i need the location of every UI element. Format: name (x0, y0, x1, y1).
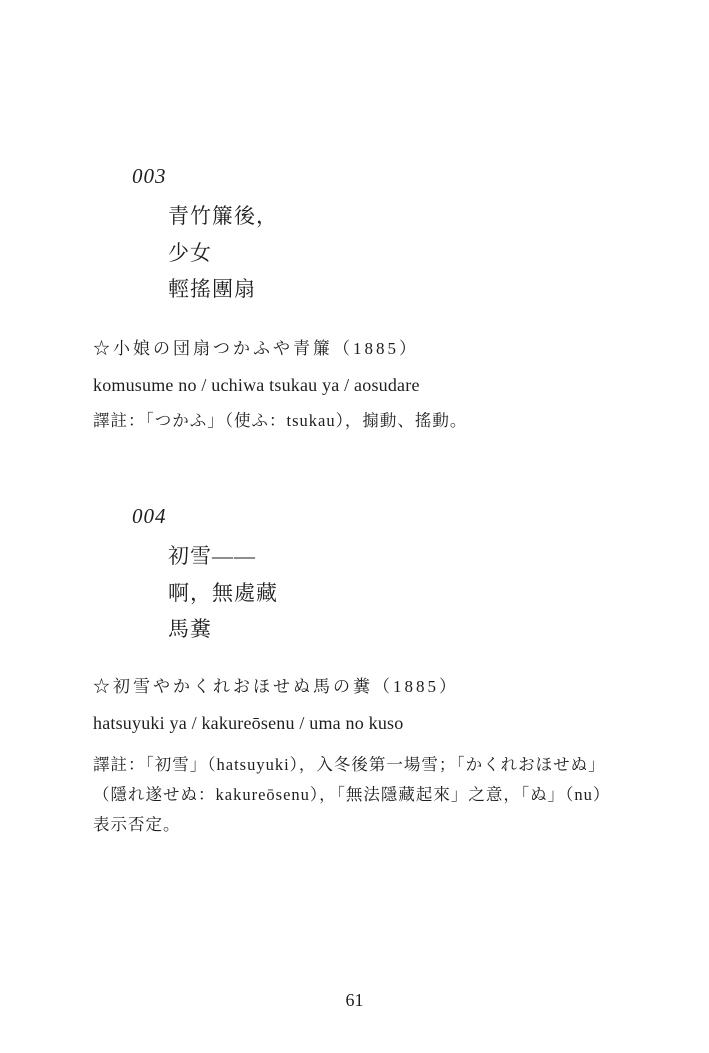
haiku-romaji: hatsuyuki ya / kakureōsenu / uma no kuso (93, 712, 404, 733)
page-number: 61 (345, 990, 364, 1010)
haiku-original-japanese: ☆小娘の団扇つかふや青簾（1885） (93, 338, 419, 358)
haiku-entry-004 (93, 503, 673, 840)
haiku-original-japanese: ☆初雪やかくれおほせぬ馬の糞（1885） (93, 676, 459, 696)
poem-line: 少女 (168, 240, 212, 265)
poem-line: 輕搖團扇 (168, 277, 256, 301)
poem-translation (168, 538, 673, 648)
poem-line: 啊，無處藏 (168, 580, 278, 605)
poem-translation (168, 198, 673, 308)
translator-note (93, 750, 673, 840)
note-line: （隱れ遂せぬ：kakureōsenu），「無法隱藏起來」之意，「ぬ」（nu） (93, 784, 611, 804)
poem-line: 馬糞 (168, 617, 212, 641)
entry-number: 004 (132, 504, 167, 528)
haiku-romaji: komusume no / uchiwa tsukau ya / aosudare (93, 374, 420, 395)
entry-number: 003 (132, 164, 167, 188)
translator-note (93, 406, 673, 436)
note-line: 表示否定。 (93, 814, 181, 834)
poem-line: 初雪—— (168, 544, 256, 568)
note-line: 譯註：「初雪」（hatsuyuki），入冬後第一場雪；「かくれおほせぬ」 (93, 754, 606, 774)
note-line: 譯註：「つかふ」（使ふ：tsukau），搧動、搖動。 (93, 410, 468, 430)
poem-line: 青竹簾後， (168, 204, 278, 228)
haiku-entry-003 (93, 163, 673, 436)
